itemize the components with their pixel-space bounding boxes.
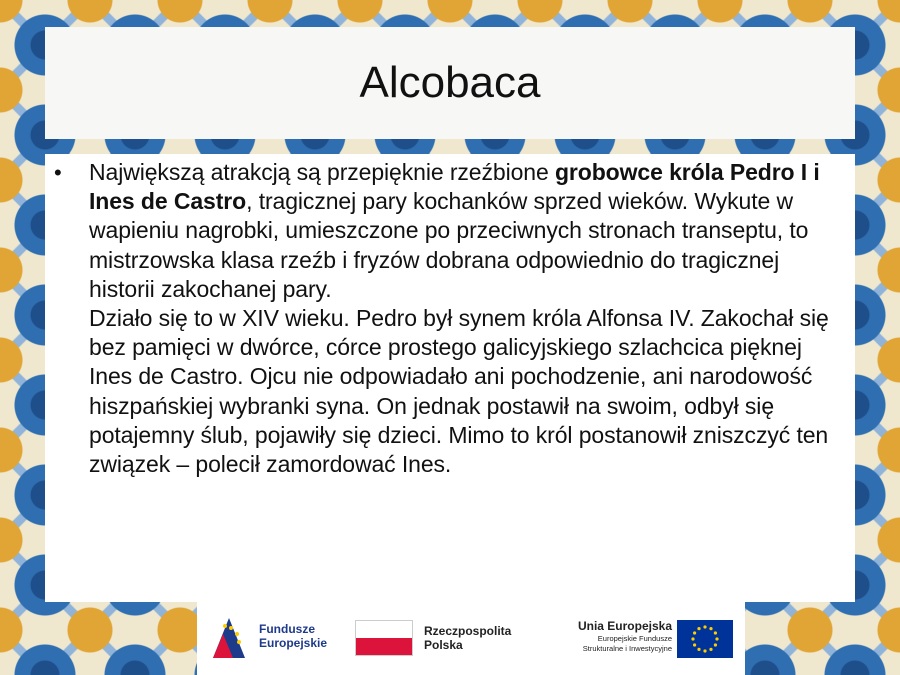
bullet-text: [89, 158, 849, 479]
ue-sub-2: Strukturalne i Inwestycyjne: [582, 644, 672, 653]
title-box: [45, 27, 855, 139]
pl-line-1: Rzeczpospolita: [424, 624, 512, 638]
eu-flag-icon: [677, 620, 733, 658]
paragraph-1-bold: grobowce króla Pedro I i Ines de Castro: [89, 159, 820, 215]
rzeczpospolita-polska-label: [424, 624, 511, 652]
slide-title: Alcobaca: [359, 58, 541, 107]
paragraph-1-intro: Największą atrakcją są przepięknie rzeźbione: [89, 159, 555, 185]
ue-sub-1: Europejskie Fundusze: [597, 634, 672, 643]
content-box: [45, 154, 855, 602]
fundusze-europejskie-label: [259, 622, 327, 650]
ue-title: Unia Europejska: [577, 619, 672, 633]
poland-flag-icon: [355, 620, 413, 656]
paragraph-2: Działo się to w XIV wieku. Pedro był synem króla Alfonsa IV. Zakochał się bez pamięci w dwórce, córce prostego galicyjskiego szlachcica pięknej Ines de Castro. Ojcu nie odpowiadało ani pochodzenie, ani narodowość hiszpańskiej wybranki syna. On jednak postawił na swoim, odbył się potajemny ślub, pojawiły się dzieci. Mimo to król postanowił zniszczyć ten związek – polecił zamordować Ines.: [89, 305, 829, 478]
bullet-marker: •: [54, 160, 62, 185]
unia-europejska-label: [552, 619, 672, 654]
fundusze-europejskie-icon: [209, 614, 249, 660]
fe-line-1: Fundusze: [259, 622, 315, 636]
paragraph-1-rest: , tragicznej pary kochanków sprzed wieków. Wykute w wapieniu nagrobki, umieszczone po przeciwnych stronach transeptu, to mistrzowska klasa rzeźb i fryzów dobrana odpowiednio do tragicznej historii zakochanej pary.: [89, 188, 809, 302]
pl-line-2: Polska: [424, 638, 463, 652]
funding-logos-bar: [197, 602, 745, 675]
fe-line-2: Europejskie: [259, 636, 328, 650]
